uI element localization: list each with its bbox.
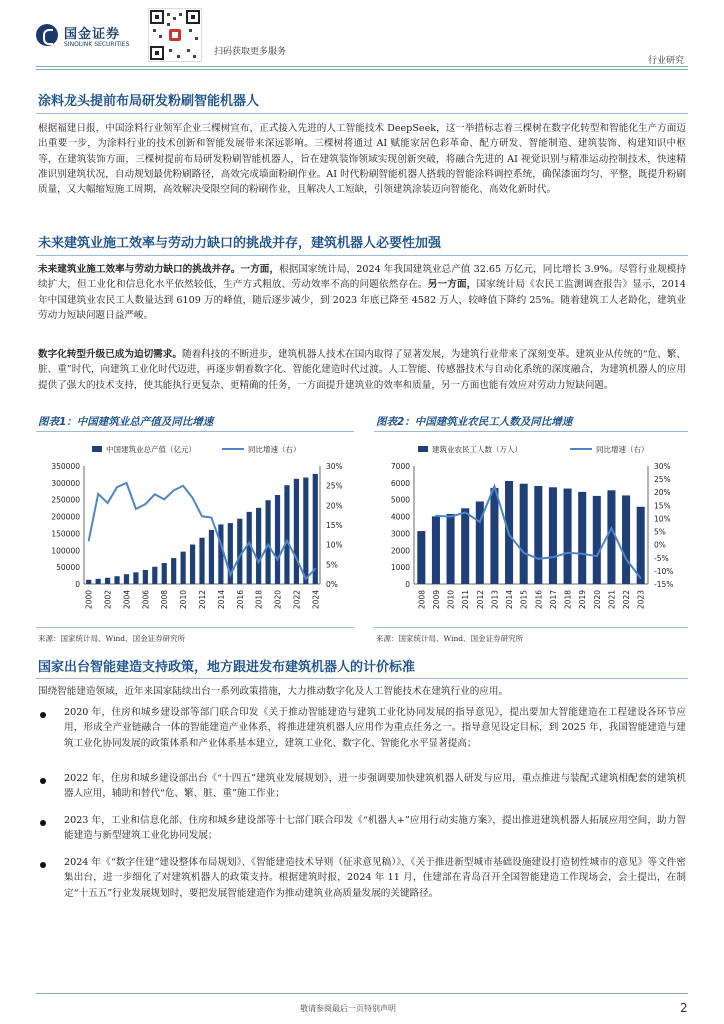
growth-point	[552, 556, 554, 558]
y-right-tick-label: 30%	[654, 462, 671, 471]
growth-point	[296, 558, 298, 560]
y-left-tick-label: 1000	[390, 563, 410, 573]
bar	[152, 567, 157, 584]
header-divider	[36, 69, 688, 70]
y-left-tick-label: 100000	[51, 546, 80, 556]
x-tick-label: 2022	[622, 590, 632, 610]
x-tick-label: 2010	[446, 590, 456, 610]
growth-point	[523, 552, 525, 554]
growth-point	[173, 490, 175, 492]
x-tick-label: 2018	[254, 590, 264, 610]
y-right-tick-label: 0%	[326, 580, 338, 589]
x-tick-label: 2014	[505, 590, 515, 610]
logo-name-cn: 国金证券	[64, 27, 121, 42]
growth-point	[508, 534, 510, 536]
bold-lead: 数字化转型升级已成为迫切需求。	[38, 349, 182, 360]
x-tick-label: 2018	[563, 590, 573, 610]
y-right-tick-label: 5%	[654, 527, 666, 537]
growth-point	[625, 558, 627, 560]
y-left-tick-label: 350000	[51, 462, 80, 471]
section2-paragraph-2: 数字化转型升级已成为迫切需求。随着科技的不断进步，建筑机器人技术在国内取得了显著发展，为建筑行业带来了深刻变革。建筑业从传统的“危、繁、脏、重”时代，向建筑工业化时代迈进，再逐步朝着数字化、智能化建造时代过渡。人工智能、传感器技术与自动化系统的深度融合，为建筑机器人的应用提供了强大的技术支持，使其能执行更复杂、更精确的任务，一方面提升建筑业的效率和质量，另一方面也能有效应对劳动力短缺问题。	[38, 349, 687, 391]
x-tick-label: 2020	[273, 590, 283, 610]
x-tick-label: 2004	[122, 590, 132, 610]
growth-point	[305, 578, 307, 580]
footer-disclaimer[interactable]: 敬请参阅最后一页特别声明	[300, 1004, 396, 1013]
x-tick-label: 2016	[534, 590, 544, 610]
logo-icon	[36, 24, 58, 46]
growth-point	[116, 486, 118, 488]
x-tick-label: 2008	[417, 590, 427, 610]
y-left-tick-label: 250000	[51, 495, 80, 505]
growth-point	[230, 574, 232, 576]
footer-divider	[36, 993, 688, 994]
section-divider	[36, 113, 688, 114]
header-divider	[36, 66, 688, 67]
y-right-tick-label: 25%	[654, 475, 671, 485]
x-tick-label: 2008	[160, 590, 170, 610]
bar	[461, 508, 469, 584]
bullet-icon	[40, 820, 46, 826]
policy-bullet: 2023 年，工业和信息化部、住房和城乡建设部等十七部门联合印发《“机器人+”应用行动实施方案》，提出推进建筑机器人拓展应用空间，助力智能建造与新型建筑工业化协同发展；	[64, 815, 686, 842]
legend-bar-swatch	[418, 446, 428, 452]
bar	[181, 552, 186, 584]
legend-line-label: 同比增速（右）	[248, 445, 301, 454]
bar	[313, 474, 318, 584]
bar	[432, 516, 440, 584]
growth-point	[154, 494, 156, 496]
y-right-tick-label: 0%	[654, 540, 666, 550]
chart2-source: 来源：国家统计局、Wind、国金证券研究所	[376, 634, 524, 643]
y-left-tick-label: 5000	[390, 495, 410, 505]
growth-point	[192, 497, 194, 499]
chart-divider	[36, 431, 354, 432]
bar	[447, 514, 455, 584]
growth-point	[538, 558, 540, 560]
y-right-tick-label: -5%	[654, 553, 669, 563]
section3-intro: 围绕智能建造领域，近年来国家陆续出台一系列政策措施，大力推动数字化及人工智能技术在建筑行业的应用。	[38, 686, 509, 697]
bar	[534, 486, 542, 584]
bar	[265, 500, 270, 584]
chart-divider	[374, 431, 688, 432]
logo-name-en: SINOLINK SECURITIES	[64, 41, 130, 48]
y-right-tick-label: 10%	[326, 540, 343, 550]
y-left-tick-label: 3000	[390, 529, 410, 539]
x-tick-label: 2016	[235, 590, 245, 610]
growth-point	[239, 555, 241, 557]
bar	[284, 485, 289, 584]
bar	[86, 580, 91, 584]
y-right-tick-label: -10%	[654, 566, 674, 576]
y-left-tick-label: 200000	[51, 512, 80, 522]
y-right-tick-label: 25%	[326, 481, 343, 491]
growth-point	[97, 493, 99, 495]
y-left-tick-label: 150000	[51, 529, 80, 539]
chart1-plot	[36, 436, 354, 622]
x-tick-label: 2020	[592, 590, 602, 610]
qr-code-icon[interactable]	[148, 8, 202, 62]
y-left-tick-label: 300000	[51, 478, 80, 488]
section-title-3: 国家出台智能建造支持政策，地方跟进发布建筑机器人的计价标准	[38, 660, 416, 675]
bar	[622, 495, 630, 584]
growth-point	[248, 542, 250, 544]
growth-point	[479, 521, 481, 523]
y-left-tick-label: 4000	[390, 512, 410, 522]
growth-point	[314, 568, 316, 570]
y-right-tick-label: -15%	[654, 580, 674, 589]
y-right-tick-label: 20%	[654, 488, 671, 498]
brand-logo	[36, 22, 136, 52]
x-tick-label: 2023	[636, 590, 646, 610]
policy-bullet: 2022 年，住房和城乡建设部出台《“十四五”建筑业发展规划》，进一步强调要加快建筑机器人研发与应用，重点推进与装配式建筑相配套的建筑机器人应用，辅助和替代“危、繁、脏、重”施工作业；	[64, 773, 686, 800]
bar	[294, 479, 299, 584]
y-right-tick-label: 10%	[654, 514, 671, 524]
y-right-tick-label: 30%	[326, 462, 343, 471]
bar	[162, 563, 167, 584]
growth-point	[126, 482, 128, 484]
section-title-2: 未来建筑业施工效率与劳动力缺口的挑战并存，建筑机器人必要性加强	[38, 236, 442, 251]
chart1-title: 图表1：中国建筑业总产值及同比增速	[38, 416, 214, 428]
y-right-tick-label: 15%	[326, 521, 343, 530]
y-left-tick-label: 50000	[56, 563, 80, 573]
x-tick-label: 2012	[475, 590, 485, 610]
bar	[209, 530, 214, 584]
x-tick-label: 2013	[490, 590, 500, 610]
growth-point	[581, 553, 583, 555]
bar	[275, 495, 280, 584]
growth-point	[107, 502, 109, 504]
report-category: 行业研究	[648, 56, 685, 66]
section-title-1: 涂料龙头提前布局研发粉刷智能机器人	[38, 94, 260, 109]
legend-bar-label: 建筑业农民工人数（万人）	[432, 445, 522, 454]
bold-lead: 另一方面，	[427, 279, 477, 291]
y-right-tick-label: 20%	[326, 501, 343, 511]
bullet-icon	[40, 862, 46, 868]
x-tick-label: 2014	[216, 590, 226, 610]
y-left-tick-label: 2000	[390, 546, 410, 556]
growth-point	[201, 516, 203, 518]
growth-point	[286, 540, 288, 542]
bar	[549, 487, 557, 584]
chart2-plot	[374, 436, 688, 622]
bar	[133, 572, 138, 584]
bar	[199, 538, 204, 584]
growth-point	[494, 485, 496, 487]
bar	[520, 484, 528, 584]
legend-line-label: 同比增速（右）	[596, 445, 649, 454]
growth-point	[611, 527, 613, 529]
section-divider	[36, 255, 688, 256]
growth-point	[640, 577, 642, 579]
growth-point	[464, 512, 466, 514]
growth-point	[211, 517, 213, 519]
y-left-tick-label: 7000	[390, 462, 410, 471]
bar	[96, 579, 101, 584]
chart2-title: 图表2：中国建筑业农民工人数及同比增速	[376, 416, 573, 428]
bar	[564, 489, 572, 584]
x-tick-label: 2000	[84, 590, 94, 610]
legend-bar-label: 中国建筑业总产值（亿元）	[106, 445, 196, 454]
bar	[105, 578, 110, 584]
chart-divider	[36, 627, 354, 628]
legend-bar-swatch	[92, 446, 102, 452]
y-right-tick-label: 15%	[654, 501, 671, 511]
bar	[143, 570, 148, 584]
section2-paragraph-1: 未来建筑业施工效率与劳动力缺口的挑战并存。一方面，根据国家统计局，2024 年我国建筑业总产值 32.65 万亿元，同比增长 3.9%。尽管行业规模持续扩大，但工业化和信息化水平依然较低，生产方式粗放、劳动效率不高的问题依然存在。另一方面，国家统计局《农民工监测调查报告》显示，2014 年中国建筑业农民工人数量达到 6109 万的峰值，随后逐步减少，到 2023 年底已降至 4582 万人，较峰值下降约 25%。随着建筑工人老龄化，建筑业劳动力短缺问题日益严峻。	[38, 264, 687, 321]
qr-caption: 扫码获取更多服务	[214, 47, 287, 57]
x-tick-label: 2010	[179, 590, 189, 610]
y-left-tick-label: 6000	[390, 478, 410, 488]
bar	[578, 492, 586, 584]
x-tick-label: 2017	[548, 590, 558, 610]
growth-point	[182, 485, 184, 487]
section-divider	[36, 678, 688, 679]
y-left-tick-label: 0	[75, 580, 80, 589]
bar	[637, 507, 645, 584]
x-tick-label: 2006	[141, 590, 151, 610]
bullet-icon	[40, 712, 46, 718]
x-tick-label: 2011	[461, 590, 471, 610]
page-number: 2	[680, 1001, 688, 1015]
x-tick-label: 2019	[578, 590, 588, 610]
bar	[171, 558, 176, 584]
y-left-tick-label: 0	[405, 580, 410, 589]
growth-point	[277, 559, 279, 561]
policy-bullet: 2024 年《“数字住建”建设整体布局规划》、《智能建造技术导则（征求意见稿）》、《关于推进新型城市基础设施建设打造韧性城市的意见》等文件密集出台，进一步细化了对建筑机器人的政策支持。根据建筑时报，2024 年 11 月，住建部在青岛召开全国智能建造工作现场会，会上提出，在制定“十五五”行业发展规划时，要把发展智能建造作为推动建筑业高质量发展的关键路径。	[64, 857, 686, 899]
chart1-source: 来源：国家统计局、Wind、国金证券研究所	[38, 634, 186, 643]
growth-point	[450, 516, 452, 518]
bar	[218, 524, 223, 584]
y-right-tick-label: 5%	[326, 560, 338, 570]
bar	[607, 490, 615, 584]
bar	[237, 519, 242, 584]
growth-point	[88, 540, 90, 542]
policy-bullet: 2020 年，住房和城乡建设部等部门联合印发《关于推动智能建造与建筑工业化协同发展的指导意见》，提出要加大智能建造在工程建设各环节应用，形成全产业链融合一体的智能建造产业体系，将推进建筑机器人应用作为重点任务之一。指导意见设定目标，到 2025 年，我国智能建造与建筑工业化协同发展的政策体系和产业体系基本建立，建筑工业化、数字化、智能化水平显著提高；	[64, 707, 686, 749]
bar	[417, 531, 425, 584]
bar	[124, 574, 129, 584]
bar	[593, 496, 601, 584]
growth-point	[567, 552, 569, 554]
growth-point	[596, 555, 598, 557]
growth-point	[135, 508, 137, 510]
growth-point	[435, 515, 437, 517]
growth-point	[220, 543, 222, 545]
section1-paragraph: 根据福建日报，中国涂料行业领军企业三棵树宣布，正式接入先进的人工智能技术 DeepSeek，这一举措标志着三棵树在数字化转型和智能化生产方面迈出重要一步，为涂料行业的技术创新和智能发展带来深远影响。三棵树将通过 AI 赋能家居色彩革命、配方研发、智能制造、建筑装饰、构建知识中枢等，在建筑装饰方面，三棵树提前布局研发粉刷智能机器人，旨在建筑装饰领域实现创新突破，将融合先进的 AI 视觉识别与精准运动控制技术，快速精准识别建筑状况，自动规划最优粉刷路径，高效完成墙面粉刷作业。AI 时代粉刷智能机器人搭载的智能涂料调控系统，确保漆面均匀、平整，既提升粉刷质量，又大幅缩短施工周期，高效解决受限空间的粉刷作业，且解决人工短缺，引领建筑涂装迈向智能化、高效化新时代。	[38, 123, 686, 196]
growth-point	[145, 503, 147, 505]
x-tick-label: 2015	[519, 590, 529, 610]
growth-point	[267, 544, 269, 546]
bullet-icon	[40, 778, 46, 784]
bold-lead: 未来建筑业施工效率与劳动力缺口的挑战并存。一方面，	[38, 264, 280, 275]
bar	[256, 508, 261, 584]
bar	[490, 488, 498, 584]
bar	[114, 576, 119, 584]
bar	[190, 545, 195, 584]
x-tick-label: 2009	[431, 590, 441, 610]
growth-point	[258, 562, 260, 564]
x-tick-label: 2002	[103, 590, 113, 610]
growth-point	[163, 499, 165, 501]
x-tick-label: 2021	[607, 590, 617, 610]
chart-divider	[374, 627, 688, 628]
bar	[303, 477, 308, 584]
x-tick-label: 2022	[292, 590, 302, 610]
x-tick-label: 2012	[198, 590, 207, 610]
x-tick-label: 2024	[311, 590, 321, 610]
